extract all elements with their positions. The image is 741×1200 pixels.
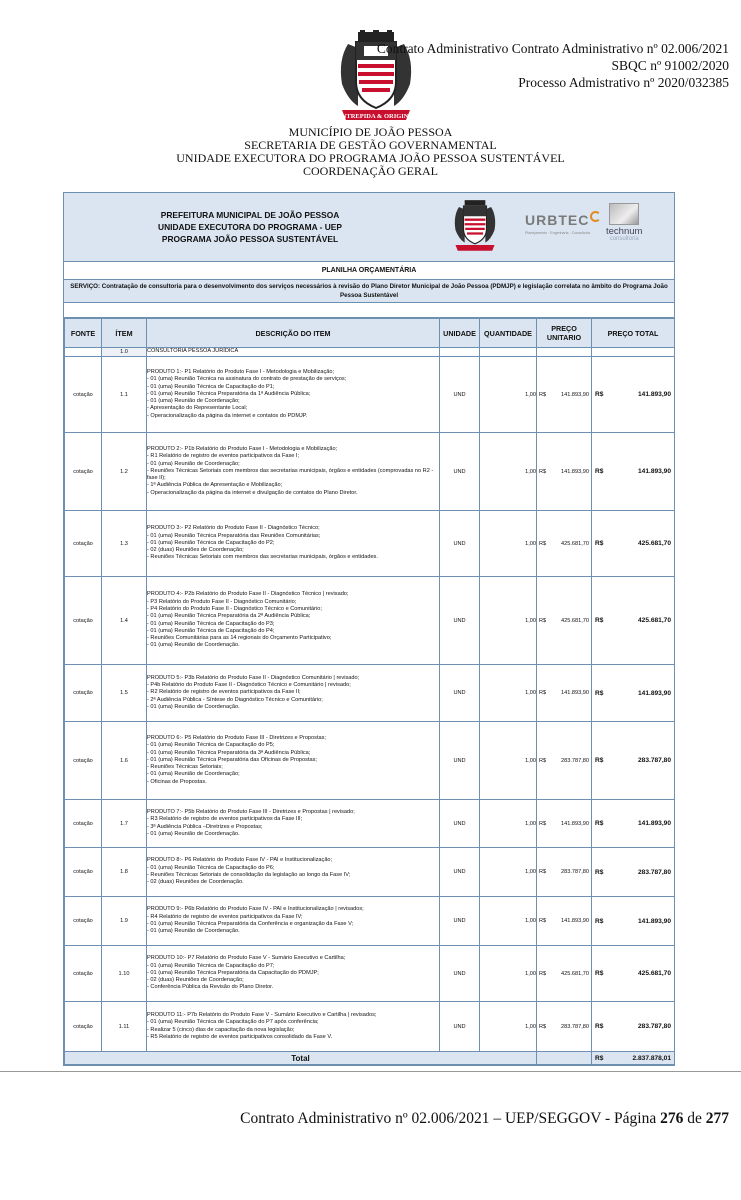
description-line: - 01 (uma) Reunião Técnica Preparatória da Capacitação do PDMJP; (147, 969, 319, 976)
quantity-cell: 1,00 (480, 511, 537, 577)
table-row (65, 357, 675, 433)
group-empty-cell (480, 348, 537, 357)
total-price-currency: R$ (595, 540, 604, 547)
description-line: PRODUTO 9:- P6b Relatório do Produto Fase IV - PAI e Institucionalização | revisados; (147, 906, 364, 913)
description-line: PRODUTO 10:- P7 Relatório do Produto Fase V - Sumário Executivo e Cartilha; (147, 955, 346, 962)
unit-price-currency: R$ (539, 869, 547, 875)
description-line: - 01 (uma) Reunião Técnica Preparatória das Oficinas de Propostas; (147, 756, 317, 763)
unit-price-currency: R$ (539, 1023, 547, 1030)
urbtec-name: URBTEC (525, 212, 590, 228)
description-cell (147, 722, 440, 800)
total-price-cell (592, 722, 675, 800)
fonte-cell: cotação (65, 511, 102, 577)
quantity-cell: 1,00 (480, 433, 537, 511)
org-line-3: PROGRAMA JOÃO PESSOA SUSTENTÁVEL (161, 234, 339, 244)
description-line: - 01 (uma) Reunião Técnica Preparatória das Reuniões Comunitárias; (147, 532, 321, 539)
item-number-cell: 1.7 (102, 800, 147, 848)
quantity-cell: 1,00 (480, 665, 537, 722)
total-price-currency: R$ (595, 1023, 604, 1030)
budget-sheet (63, 192, 675, 1066)
description-line: - 2ª Audiência Pública - Síntese do Diagnóstico Técnico e Comunitário; (147, 696, 323, 703)
unit-price-cell (537, 848, 592, 897)
unit-price-value: 141.893,90 (561, 690, 589, 696)
description-line: - P4b Relatório do Produto Fase II - Diagnóstico Técnico e Comunitário | revisado; (147, 682, 351, 689)
crest-motto: INTREPIDA & ORIGINE (339, 113, 413, 120)
unit-price-cell (537, 897, 592, 946)
description-cell (147, 511, 440, 577)
description-line: - Operacionalização da página da internet e divulgação de contatos do Plano Diretor. (147, 489, 358, 496)
description-cell (147, 665, 440, 722)
description-line: PRODUTO 1:- P1 Relatório do Produto Fase I - Metodologia e Mobilização; (147, 368, 335, 375)
description-cell (147, 897, 440, 946)
sbqc-line: SBQC nº 91002/2020 (611, 58, 729, 73)
technum-name: technum (606, 226, 643, 237)
unit-price-value: 283.787,80 (561, 757, 589, 764)
footer-page-number: 276 (660, 1110, 684, 1127)
technum-cube-icon (609, 203, 639, 225)
coordination-name: COORDENAÇÃO GERAL (303, 164, 438, 178)
description-line: - 01 (uma) Reunião Técnica Preparatória da 3ª Audiência Pública; (147, 749, 311, 756)
item-number-cell: 1.9 (102, 897, 147, 946)
quantity-cell: 1,00 (480, 848, 537, 897)
unit-cell: UND (440, 357, 480, 433)
item-number-cell: 1.10 (102, 946, 147, 1002)
description-line: - R2 Relatório de registro de eventos participativos da Fase II; (147, 689, 301, 696)
item-number-cell: 1.3 (102, 511, 147, 577)
item-number-cell: 1.4 (102, 577, 147, 665)
group-empty-cell (537, 348, 592, 357)
description-line: - 01 (uma) Reunião Técnica de Capacitação do P6; (147, 864, 275, 871)
spacer-row (64, 303, 674, 318)
description-line: - 01 (uma) Reunião Técnica de Capacitação do P4; (147, 627, 275, 634)
fonte-cell: cotação (65, 433, 102, 511)
description-line: - 01 (uma) Reunião Técnica de Capacitação do P7 após conferência; (147, 1019, 319, 1026)
description-line: - 01 (uma) Reunião de Coordenação. (147, 642, 240, 649)
total-price-currency: R$ (595, 617, 604, 624)
unit-price-currency: R$ (539, 757, 547, 764)
total-price-value: 141.893,90 (637, 820, 671, 827)
total-price-cell (592, 433, 675, 511)
description-line: - Operacionalização da página da internet e contatos do PDMJP. (147, 412, 308, 419)
fonte-cell: cotação (65, 577, 102, 665)
org-line-1: PREFEITURA MUNICIPAL DE JOÃO PESSOA (160, 210, 340, 220)
header-descricao: DESCRIÇÃO DO ITEM (147, 319, 440, 348)
total-price-value: 425.681,70 (637, 617, 671, 624)
unit-price-currency: R$ (539, 617, 547, 624)
unit-price-currency: R$ (539, 690, 547, 696)
quantity-cell: 1,00 (480, 897, 537, 946)
description-line: - Conferência Pública da Revisão do Plano Diretor. (147, 984, 274, 991)
item-number-cell: 1.8 (102, 848, 147, 897)
quantity-cell: 1,00 (480, 1002, 537, 1052)
table-row (65, 946, 675, 1002)
footer-text: Contrato Administrativo nº 02.006/2021 – UEP/SEGGOV - Página (240, 1110, 657, 1127)
description-line: - R5 Relatório de registro de eventos participativos consolidado da Fase V. (147, 1033, 333, 1040)
unit-price-cell (537, 946, 592, 1002)
total-price-cell (592, 511, 675, 577)
description-line: - 01 (uma) Reunião Técnica de Capacitação do P2; (147, 539, 275, 546)
unit-price-cell (537, 511, 592, 577)
unit-cell: UND (440, 722, 480, 800)
fonte-cell: cotação (65, 946, 102, 1002)
table-row (65, 722, 675, 800)
description-cell (147, 800, 440, 848)
unit-price-value: 425.681,70 (561, 617, 589, 624)
table-row (65, 433, 675, 511)
description-line: - Reuniões Técnicas Setoriais; (147, 764, 223, 771)
quantity-cell: 1,00 (480, 357, 537, 433)
total-price-cell (592, 946, 675, 1002)
table-row (65, 800, 675, 848)
header-preco-total: PREÇO TOTAL (592, 319, 675, 348)
description-line: - Reuniões Técnicas Setoriais de consolidação da legislação ao longo da Fase IV; (147, 872, 351, 878)
fonte-cell: cotação (65, 722, 102, 800)
unit-price-value: 141.893,90 (561, 918, 589, 924)
quantity-cell: 1,00 (480, 800, 537, 848)
total-price-cell (592, 848, 675, 897)
footer-of: de (687, 1110, 702, 1127)
unit-price-currency: R$ (539, 468, 547, 475)
unit-price-cell (537, 577, 592, 665)
table-header-row (65, 319, 675, 348)
group-row (65, 348, 675, 357)
contract-line: Contrato Administrativo Contrato Administrativo nº 02.006/2021 (376, 41, 729, 56)
total-price-value: 141.893,90 (637, 917, 671, 925)
unit-price-cell (537, 722, 592, 800)
unit-price-currency: R$ (539, 970, 547, 977)
quantity-cell: 1,00 (480, 722, 537, 800)
table-row (65, 897, 675, 946)
description-cell (147, 1002, 440, 1052)
group-empty-cell (440, 348, 480, 357)
description-line: - 01 (uma) Reunião de Coordenação; (147, 398, 240, 405)
total-price-value: 283.787,80 (637, 868, 671, 876)
quantity-cell: 1,00 (480, 577, 537, 665)
unit-price-value: 141.893,90 (561, 468, 589, 475)
total-price-currency: R$ (595, 391, 604, 398)
item-number-cell: 1.6 (102, 722, 147, 800)
budget-sheet-title: PLANILHA ORÇAMENTÁRIA (64, 262, 674, 280)
unit-price-value: 141.893,90 (561, 820, 589, 827)
total-price-cell (592, 897, 675, 946)
urbtec-tagline: Planejamento · Engenharia · Consultoria (525, 231, 590, 235)
unit-price-cell (537, 665, 592, 722)
description-line: PRODUTO 4:- P2b Relatório do Produto Fase II - Diagnóstico Técnico | revisado; (147, 591, 349, 598)
description-line: PRODUTO 2:- P1b Relatório do Produto Fase I - Metodologia e Mobilização; (147, 445, 338, 452)
description-line: - R1 Relatório de registro de eventos participativos da Fase I; (147, 453, 300, 460)
description-line: - Apresentação do Representante Local; (147, 405, 248, 412)
description-cell (147, 577, 440, 665)
header-fonte: FONTE (65, 319, 102, 348)
description-line: - 01 (uma) Reunião de Coordenação. (147, 928, 240, 935)
total-price-value: 283.787,80 (637, 1023, 671, 1030)
total-price-currency: R$ (595, 868, 604, 876)
description-line: - R4 Relatório de registro de eventos participativos da Fase IV; (147, 913, 303, 920)
description-line: - 02 (duas) Reuniões de Coordenação; (147, 547, 244, 554)
total-label: Total (65, 1052, 537, 1065)
unit-price-cell (537, 1002, 592, 1052)
process-line: Processo Admistrativo nº 2020/032385 (518, 75, 729, 90)
unit-cell: UND (440, 433, 480, 511)
unit-price-value: 425.681,70 (561, 970, 589, 977)
contract-reference (377, 40, 729, 91)
description-line: PRODUTO 7:- P5b Relatório do Produto Fase III - Diretrizes e Propostas | revisado; (147, 808, 355, 815)
description-line: - 01 (uma) Reunião de Coordenação; (147, 460, 240, 467)
unit-price-value: 283.787,80 (561, 1023, 589, 1030)
description-line: - 02 (duas) Reuniões de Coordenação; (147, 977, 244, 984)
description-line: - P3 Relatório do Produto Fase II - Diagnóstico Comunitário; (147, 598, 297, 605)
description-line: - 01 (uma) Reunião Técnica Preparatória da Conferência e organização da Fase V; (147, 921, 354, 927)
table-row (65, 511, 675, 577)
total-price-value: 425.681,70 (637, 540, 671, 547)
description-line: - 01 (uma) Reunião Técnica de Capacitação do P5; (147, 742, 275, 749)
total-currency: R$ (595, 1054, 604, 1062)
unit-price-cell (537, 433, 592, 511)
description-line: - 1ª Audiência Pública de Apresentação e Mobilização; (147, 482, 283, 489)
total-price-cell (592, 577, 675, 665)
description-line: - Realizar 5 (cinco) dias de capacitação da nova legislação; (147, 1026, 295, 1033)
description-line: - 02 (duas) Reuniões de Coordenação. (147, 879, 244, 886)
technum-subtitle: consultoria (609, 236, 639, 242)
unit-price-cell (537, 357, 592, 433)
description-line: - 01 (uma) Reunião Técnica Preparatória da 2ª Audiência Pública; (147, 613, 311, 620)
total-price-cell (592, 1002, 675, 1052)
description-line: - 01 (uma) Reunião Técnica de Capacitação do P3; (147, 620, 275, 627)
total-price-currency: R$ (595, 970, 604, 977)
total-price-currency: R$ (595, 820, 604, 827)
unit-price-currency: R$ (539, 820, 547, 827)
description-line: - 01 (uma) Reunião Técnica de Capacitação do P7; (147, 962, 275, 969)
unit-cell: UND (440, 665, 480, 722)
fonte-cell: cotação (65, 800, 102, 848)
description-line: PRODUTO 5:- P3b Relatório do Produto Fase II - Diagnóstico Comunitário | revisado; (147, 674, 360, 681)
unit-cell: UND (440, 1002, 480, 1052)
description-cell (147, 848, 440, 897)
group-item-number: 1.0 (102, 348, 147, 357)
fonte-cell: cotação (65, 1002, 102, 1052)
description-line: - 01 (uma) Reunião Técnica de Capacitação do P1; (147, 383, 275, 390)
description-line: - Oficinas de Propostas. (147, 778, 207, 785)
unit-cell: UND (440, 848, 480, 897)
total-price-value: 425.681,70 (637, 970, 671, 977)
unit-price-currency: R$ (539, 918, 547, 924)
fonte-cell: cotação (65, 848, 102, 897)
total-value: 2.837.878,01 (632, 1054, 671, 1062)
description-line: - R3 Relatório de registro de eventos participativos da Fase III; (147, 816, 303, 823)
partner-logos (436, 193, 674, 261)
table-row (65, 665, 675, 722)
description-line: PRODUTO 11:- P7b Relatório do Produto Fase V - Sumário Executivo e Cartilha | revisados; (147, 1011, 377, 1018)
unit-cell: UND (440, 511, 480, 577)
item-number-cell: 1.5 (102, 665, 147, 722)
description-line: - 01 (uma) Reunião de Coordenação. (147, 703, 240, 710)
item-number-cell: 1.11 (102, 1002, 147, 1052)
header-quantidade: QUANTIDADE (480, 319, 537, 348)
total-price-cell (592, 665, 675, 722)
total-price-currency: R$ (595, 468, 604, 475)
unit-name: UNIDADE EXECUTORA DO PROGRAMA JOÃO PESSOA SUSTENTÁVEL (176, 151, 565, 165)
unit-price-currency: R$ (539, 540, 547, 547)
budget-table (64, 318, 675, 1065)
unit-price-value: 141.893,90 (561, 391, 589, 398)
municipal-crest-small-logo (446, 199, 504, 253)
fonte-cell: cotação (65, 665, 102, 722)
org-line-2: UNIDADE EXECUTORA DO PROGRAMA - UEP (158, 222, 342, 232)
service-description: SERVIÇO: Contratação de consultoria para o desenvolvimento dos serviços necessários à revisão do Plano Diretor Municipal de João Pessoa (PDMJP) e legislação correlata no âmbito do Programa João Pessoa Sustentável (64, 280, 674, 303)
group-empty-cell (592, 348, 675, 357)
description-line: - P4 Relatório do Produto Fase II - Diagnóstico Técnico e Comunitário; (147, 605, 322, 612)
table-row (65, 577, 675, 665)
item-number-cell: 1.1 (102, 357, 147, 433)
unit-price-currency: R$ (539, 391, 547, 398)
total-value-cell (592, 1052, 675, 1065)
sheet-org-titles (64, 193, 436, 261)
description-line: - 01 (uma) Reunião Técnica na assinatura do contrato de prestação de serviços; (147, 376, 347, 383)
header-unidade: UNIDADE (440, 319, 480, 348)
unit-price-value: 425.681,70 (561, 540, 589, 547)
total-price-currency: R$ (595, 917, 604, 925)
group-fonte (65, 348, 102, 357)
unit-price-value: 283.787,80 (561, 869, 589, 875)
description-line: - Reuniões Comunitárias para as 14 regionais do Orçamento Participativo; (147, 635, 332, 642)
item-number-cell: 1.2 (102, 433, 147, 511)
table-row (65, 1002, 675, 1052)
header-preco-unitario: PREÇO UNITARIO (537, 319, 592, 348)
description-line: PRODUTO 8:- P6 Relatório do Produto Fase IV - PAI e Institucionalização; (147, 857, 333, 864)
group-description: CONSULTORIA PESSOA JURÍDICA (147, 348, 440, 357)
page-footer (240, 1110, 729, 1128)
municipality-name: MUNICÍPIO DE JOÃO PESSOA (288, 125, 453, 139)
description-line: - 01 (uma) Reunião Técnica Preparatória da 1ª Audiência Pública; (147, 390, 311, 397)
description-cell (147, 357, 440, 433)
description-line: - 3ª Audiência Pública –Diretrizes e Propostas; (147, 823, 263, 830)
total-empty-cell (537, 1052, 592, 1065)
description-line: - Reuniões Técnicas Setoriais com membros das secretarias municipais, órgãos e entidades (comprovadas no R2 - fase II); (147, 467, 434, 482)
unit-cell: UND (440, 577, 480, 665)
unit-price-cell (537, 800, 592, 848)
total-price-value: 141.893,90 (637, 689, 671, 697)
total-price-value: 283.787,80 (637, 757, 671, 764)
secretariat-name: SECRETARIA DE GESTÃO GOVERNAMENTAL (244, 138, 497, 152)
description-line: - 01 (uma) Reunião de Coordenação. (147, 830, 240, 837)
description-line: - 01 (uma) Reunião de Coordenação; (147, 771, 240, 778)
total-price-value: 141.893,90 (637, 391, 671, 398)
total-price-currency: R$ (595, 757, 604, 764)
technum-logo (606, 203, 642, 243)
total-row (65, 1052, 675, 1065)
fonte-cell: cotação (65, 357, 102, 433)
description-cell (147, 946, 440, 1002)
sheet-header (64, 193, 674, 262)
description-line: PRODUTO 3:- P2 Relatório do Produto Fase II - Diagnóstico Técnico; (147, 525, 320, 532)
urbtec-logo (525, 211, 601, 235)
fonte-cell: cotação (65, 897, 102, 946)
unit-cell: UND (440, 946, 480, 1002)
header-item: ÍTEM (102, 319, 147, 348)
table-row (65, 848, 675, 897)
total-price-value: 141.893,90 (637, 468, 671, 475)
quantity-cell: 1,00 (480, 946, 537, 1002)
footer-divider (0, 1071, 741, 1072)
urbtec-mark-icon (590, 211, 601, 222)
description-cell (147, 433, 440, 511)
description-line: PRODUTO 6:- P5 Relatório do Produto Fase III - Diretrizes e Propostas; (147, 734, 326, 741)
unit-cell: UND (440, 800, 480, 848)
total-price-currency: R$ (595, 689, 604, 697)
description-line: - Reuniões Técnicas Setoriais com membros das secretarias municipais, órgãos e entidades. (147, 554, 378, 561)
footer-total-pages: 277 (705, 1110, 729, 1127)
total-price-cell (592, 357, 675, 433)
unit-cell: UND (440, 897, 480, 946)
government-heading (0, 126, 741, 178)
total-price-cell (592, 800, 675, 848)
